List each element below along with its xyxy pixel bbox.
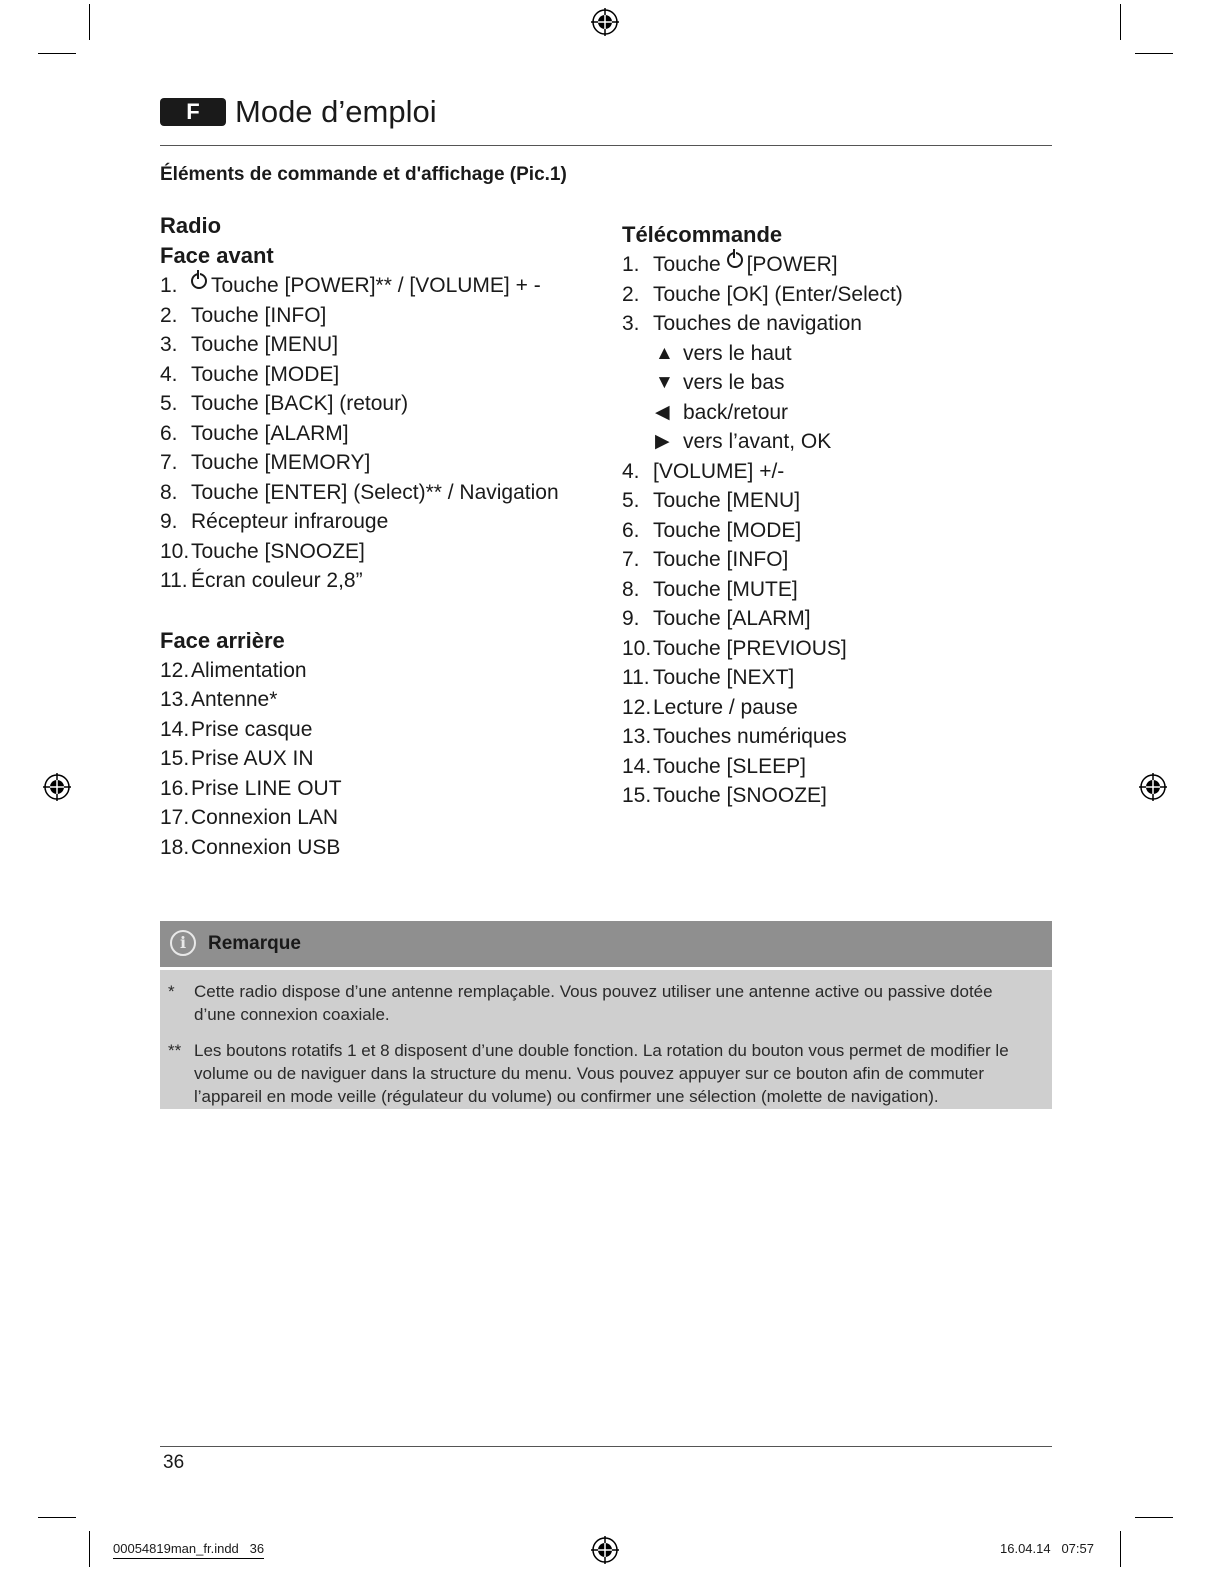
item-number: 16. xyxy=(160,776,190,800)
slug-file: 00054819man_fr.indd 36 xyxy=(113,1540,264,1559)
item-text: Touche [SNOOZE] xyxy=(191,539,365,563)
remote-list xyxy=(622,250,1052,811)
note-title: Remarque xyxy=(208,933,301,954)
list-item xyxy=(622,722,1052,752)
list-item xyxy=(160,685,590,715)
note-mark: ** xyxy=(168,1041,182,1060)
list-item xyxy=(622,398,1052,428)
header-divider xyxy=(160,145,1052,146)
list-item xyxy=(160,715,590,745)
note-text: Cette radio dispose d’une antenne remplaçable. Vous pouvez utiliser une antenne active ou passive dotée d’une connexion coaxiale. xyxy=(194,982,993,1024)
item-text: Lecture / pause xyxy=(653,695,798,719)
remote-column xyxy=(622,220,1052,811)
rear-heading: Face arrière xyxy=(160,627,285,653)
item-text: Touche [MENU] xyxy=(653,489,801,512)
item-number: 5. xyxy=(622,489,640,512)
note-mark: * xyxy=(168,982,175,1001)
list-item xyxy=(622,634,1052,664)
item-text: Connexion LAN xyxy=(191,806,339,829)
page-number: 36 xyxy=(163,1452,185,1473)
item-text: Touches numériques xyxy=(653,725,847,748)
item-text: Touche [MODE] xyxy=(653,518,802,542)
section-caption: Éléments de commande et d'affichage (Pic.1) xyxy=(160,164,567,185)
item-number: 15. xyxy=(622,784,652,807)
item-number: 3. xyxy=(160,333,178,356)
item-number: 14. xyxy=(160,717,190,741)
item-number: 2. xyxy=(622,282,640,306)
arrow-down-icon: ▼ xyxy=(655,372,674,393)
item-text: Prise AUX IN xyxy=(191,747,314,770)
note-text: Les boutons rotatifs 1 et 8 disposent d’une double fonction. La rotation du bouton vous permet de modifier le volume ou de naviguer dans la structure du menu. Vous pouvez appuyer sur ce bouton afin de commuter l’appareil en mode veille (régulateur du volume) ou confirmer une sélection (molette de navigation). xyxy=(194,1041,1009,1106)
item-number: 15. xyxy=(160,747,190,770)
item-text: Touche [NEXT] xyxy=(653,666,795,689)
item-text: Antenne* xyxy=(191,688,278,711)
arrow-up-icon: ▲ xyxy=(655,342,674,364)
list-item xyxy=(160,833,590,863)
item-number: 13. xyxy=(622,725,652,748)
slug-date: 16.04.14 07:57 xyxy=(1000,1541,1094,1556)
item-number: 1. xyxy=(622,253,640,276)
list-item xyxy=(160,330,590,360)
item-text: Touche [ALARM] xyxy=(653,607,811,630)
footer-divider xyxy=(160,1446,1052,1447)
list-item xyxy=(622,693,1052,723)
item-text: Touche [INFO] xyxy=(191,303,327,327)
front-list xyxy=(160,271,590,596)
info-icon: i xyxy=(170,930,196,956)
crop-mark xyxy=(1120,1531,1121,1567)
item-number: 18. xyxy=(160,835,190,859)
item-text: Récepteur infrarouge xyxy=(191,510,389,533)
list-item xyxy=(160,656,590,686)
item-text: Touche [MUTE] xyxy=(653,577,798,601)
item-number: 6. xyxy=(622,518,640,542)
item-number: 11. xyxy=(622,666,650,689)
item-text: Touche [BACK] (retour) xyxy=(191,392,409,415)
item-number: 17. xyxy=(160,806,190,829)
item-text: [VOLUME] +/- xyxy=(653,459,785,483)
crop-mark xyxy=(1135,53,1173,54)
list-item xyxy=(160,507,590,537)
item-text: Prise casque xyxy=(191,717,313,741)
item-text: Touche [MEMORY] xyxy=(191,451,371,474)
front-heading: Face avant xyxy=(160,243,274,268)
arrow-left-icon: ◀ xyxy=(655,401,670,423)
list-item xyxy=(160,389,590,419)
item-text: Touches de navigation xyxy=(653,312,862,335)
item-text: Alimentation xyxy=(191,658,307,682)
note-body xyxy=(160,970,1052,1109)
item-number: 7. xyxy=(622,548,640,571)
registration-mark-icon xyxy=(590,7,620,37)
item-number: 9. xyxy=(160,510,178,533)
item-text: Touche [OK] (Enter/Select) xyxy=(653,282,903,306)
list-item xyxy=(160,360,590,390)
note-item xyxy=(168,980,1038,1026)
list-item xyxy=(622,752,1052,782)
list-item xyxy=(622,486,1052,516)
item-text: Écran couleur 2,8” xyxy=(191,569,363,592)
list-item xyxy=(622,280,1052,310)
list-item xyxy=(622,250,1052,280)
item-number: 11. xyxy=(160,569,188,592)
crop-mark xyxy=(89,4,90,40)
crop-mark xyxy=(1120,4,1121,40)
item-number: 9. xyxy=(622,607,640,630)
list-item xyxy=(622,339,1052,369)
item-number: 5. xyxy=(160,392,178,415)
list-item xyxy=(622,457,1052,487)
list-item xyxy=(160,478,590,508)
list-item xyxy=(160,803,590,833)
list-item xyxy=(160,537,590,567)
registration-mark-icon xyxy=(42,772,72,802)
item-text: Touche [PREVIOUS] xyxy=(653,636,847,660)
crop-mark xyxy=(38,1517,76,1518)
list-item xyxy=(160,419,590,449)
radio-column xyxy=(160,211,590,862)
radio-heading: Radio xyxy=(160,213,222,238)
registration-mark-icon xyxy=(590,1535,620,1565)
note-header xyxy=(160,921,1052,967)
item-number: 12. xyxy=(160,658,190,682)
list-item xyxy=(622,663,1052,693)
item-number: 10. xyxy=(160,539,190,563)
page-title: Mode d’emploi xyxy=(235,94,437,129)
item-number: 8. xyxy=(622,577,640,601)
list-item xyxy=(622,309,1052,339)
list-item xyxy=(622,516,1052,546)
list-item xyxy=(160,774,590,804)
item-text: Touche [SLEEP] xyxy=(653,754,806,778)
list-item xyxy=(622,368,1052,398)
item-text: Touche [ALARM] xyxy=(191,421,349,445)
item-text: Touche [POWER]** / [VOLUME] + - xyxy=(211,274,541,297)
item-text: Touche [ENTER] (Select)** / Navigation xyxy=(191,480,559,504)
item-number: 4. xyxy=(160,362,178,386)
item-number: 4. xyxy=(622,459,640,483)
item-text: back/retour xyxy=(683,400,789,424)
crop-mark xyxy=(38,53,76,54)
item-number: 2. xyxy=(160,303,178,327)
crop-mark xyxy=(1135,1517,1173,1518)
item-text: Touche xyxy=(653,253,721,276)
item-text: vers le haut xyxy=(683,341,792,365)
power-icon xyxy=(191,273,207,289)
item-text: Touche [MENU] xyxy=(191,333,339,356)
item-text: Touche [SNOOZE] xyxy=(653,784,827,807)
item-number: 14. xyxy=(622,754,652,778)
item-text: vers l’avant, OK xyxy=(683,430,832,453)
list-item xyxy=(160,271,590,301)
item-number: 1. xyxy=(160,274,178,297)
remote-heading: Télécommande xyxy=(622,222,783,247)
power-icon xyxy=(727,252,743,268)
list-item xyxy=(622,575,1052,605)
registration-mark-icon xyxy=(1138,772,1168,802)
item-number: 6. xyxy=(160,421,178,445)
crop-mark xyxy=(89,1531,90,1567)
item-number: 7. xyxy=(160,451,178,474)
rear-list xyxy=(160,656,590,863)
list-item xyxy=(160,301,590,331)
list-item xyxy=(622,604,1052,634)
item-text: vers le bas xyxy=(683,371,785,394)
list-item xyxy=(160,744,590,774)
item-number: 8. xyxy=(160,480,178,504)
list-item xyxy=(160,448,590,478)
arrow-right-icon: ▶ xyxy=(655,431,670,452)
item-number: 3. xyxy=(622,312,640,335)
item-text: Touche [INFO] xyxy=(653,548,789,571)
note-item xyxy=(168,1039,1038,1108)
list-item xyxy=(622,427,1052,457)
item-number: 10. xyxy=(622,636,652,660)
list-item xyxy=(622,781,1052,811)
item-text: Prise LINE OUT xyxy=(191,776,342,800)
item-text: Touche [MODE] xyxy=(191,362,340,386)
item-number: 12. xyxy=(622,695,652,719)
list-item xyxy=(160,566,590,596)
list-item xyxy=(622,545,1052,575)
item-number: 13. xyxy=(160,688,190,711)
item-text: [POWER] xyxy=(746,253,838,276)
language-badge: F xyxy=(160,98,226,126)
item-text: Connexion USB xyxy=(191,835,341,859)
